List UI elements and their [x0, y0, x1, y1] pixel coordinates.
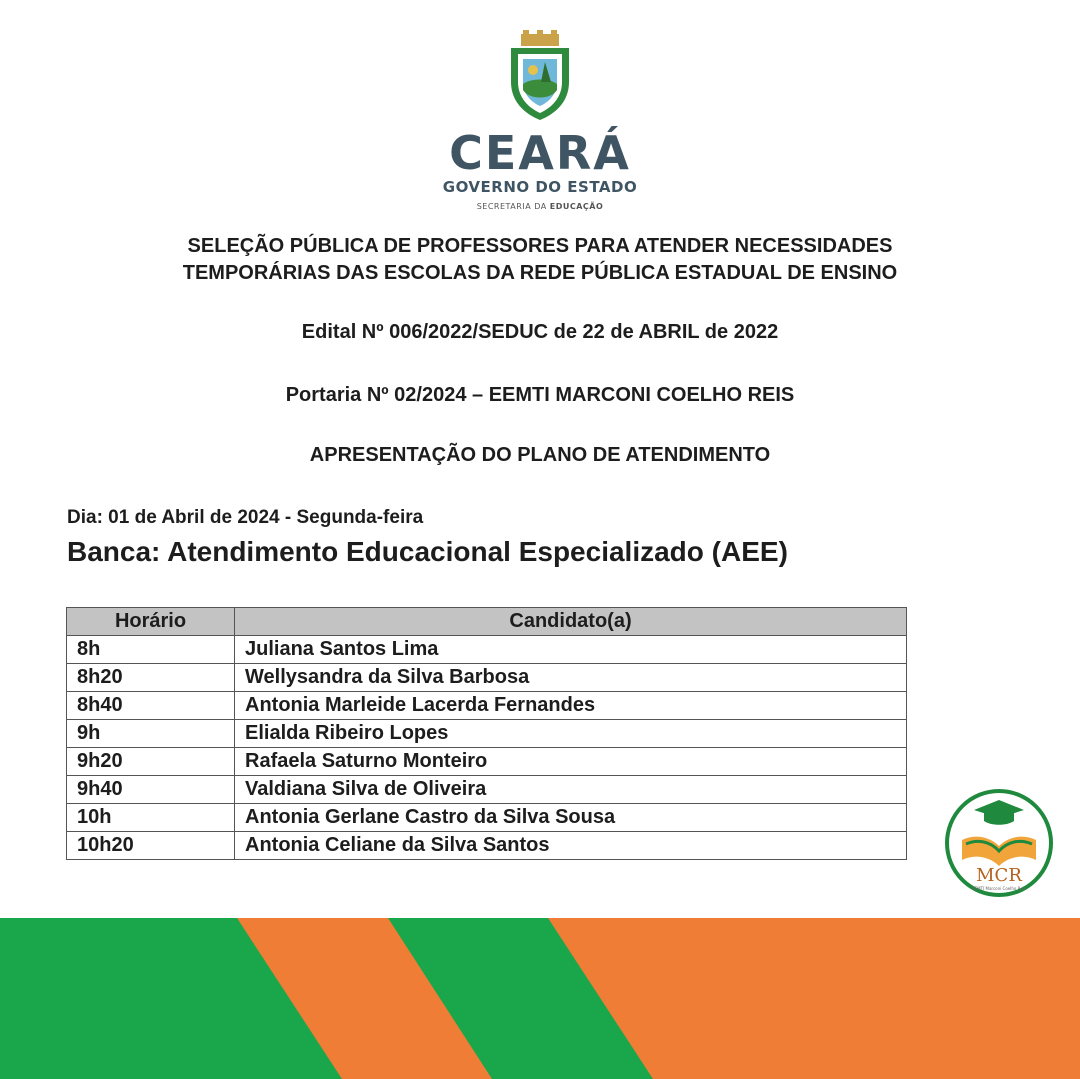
badge-initials: MCR: [976, 865, 1022, 886]
decorative-bottom-band: [0, 918, 1080, 1079]
candidate-cell: Elialda Ribeiro Lopes: [235, 720, 907, 748]
table-row: [67, 748, 907, 776]
time-cell: 9h40: [67, 776, 235, 804]
table-row: [67, 664, 907, 692]
portaria-line: Portaria Nº 02/2024 – EEMTI MARCONI COELHO REIS: [285, 384, 795, 406]
document-title: [0, 233, 1080, 287]
brand-subtitle: GOVERNO DO ESTADO: [442, 178, 638, 196]
schedule-table: [66, 607, 907, 860]
time-cell: 8h20: [67, 664, 235, 692]
candidate-cell: Valdiana Silva de Oliveira: [235, 776, 907, 804]
brand-secretaria: [0, 202, 1080, 211]
table-row: [67, 804, 907, 832]
brand-name: CEARÁ: [449, 126, 631, 180]
title-line-2: TEMPORÁRIAS DAS ESCOLAS DA REDE PÚBLICA ESTADUAL DE ENSINO: [182, 262, 898, 284]
table-header-row: [67, 608, 907, 636]
ceara-logo: [0, 30, 1080, 211]
table-row: [67, 832, 907, 860]
time-cell: 10h20: [67, 832, 235, 860]
schedule-day: Dia: 01 de Abril de 2024 - Segunda-feira: [67, 507, 424, 528]
time-cell: 9h20: [67, 748, 235, 776]
banca-title: Banca: Atendimento Educacional Especializado (AEE): [67, 536, 788, 567]
header-horario: Horário: [67, 608, 235, 636]
apresentacao-line: APRESENTAÇÃO DO PLANO DE ATENDIMENTO: [309, 444, 771, 466]
title-line-1: SELEÇÃO PÚBLICA DE PROFESSORES PARA ATENDER NECESSIDADES: [187, 235, 893, 257]
header-candidato: Candidato(a): [235, 608, 907, 636]
candidate-cell: Antonia Marleide Lacerda Fernandes: [235, 692, 907, 720]
time-cell: 10h: [67, 804, 235, 832]
time-cell: 8h: [67, 636, 235, 664]
time-cell: 8h40: [67, 692, 235, 720]
candidate-cell: Antonia Gerlane Castro da Silva Sousa: [235, 804, 907, 832]
candidate-cell: Wellysandra da Silva Barbosa: [235, 664, 907, 692]
secretaria-prefix: SECRETARIA DA: [476, 202, 547, 211]
edital-line: Edital Nº 006/2022/SEDUC de 22 de ABRIL de 2022: [301, 321, 779, 343]
table-row: [67, 636, 907, 664]
table-row: [67, 692, 907, 720]
ceara-crest-icon: [505, 30, 575, 122]
mcr-school-badge-icon: [944, 788, 1054, 898]
candidate-cell: Juliana Santos Lima: [235, 636, 907, 664]
table-row: [67, 720, 907, 748]
badge-tagline: EEMTI Marconi Coelho Reis: [972, 886, 1026, 891]
secretaria-name: EDUCAÇÃO: [549, 202, 604, 211]
table-row: [67, 776, 907, 804]
candidate-cell: Antonia Celiane da Silva Santos: [235, 832, 907, 860]
candidate-cell: Rafaela Saturno Monteiro: [235, 748, 907, 776]
time-cell: 9h: [67, 720, 235, 748]
